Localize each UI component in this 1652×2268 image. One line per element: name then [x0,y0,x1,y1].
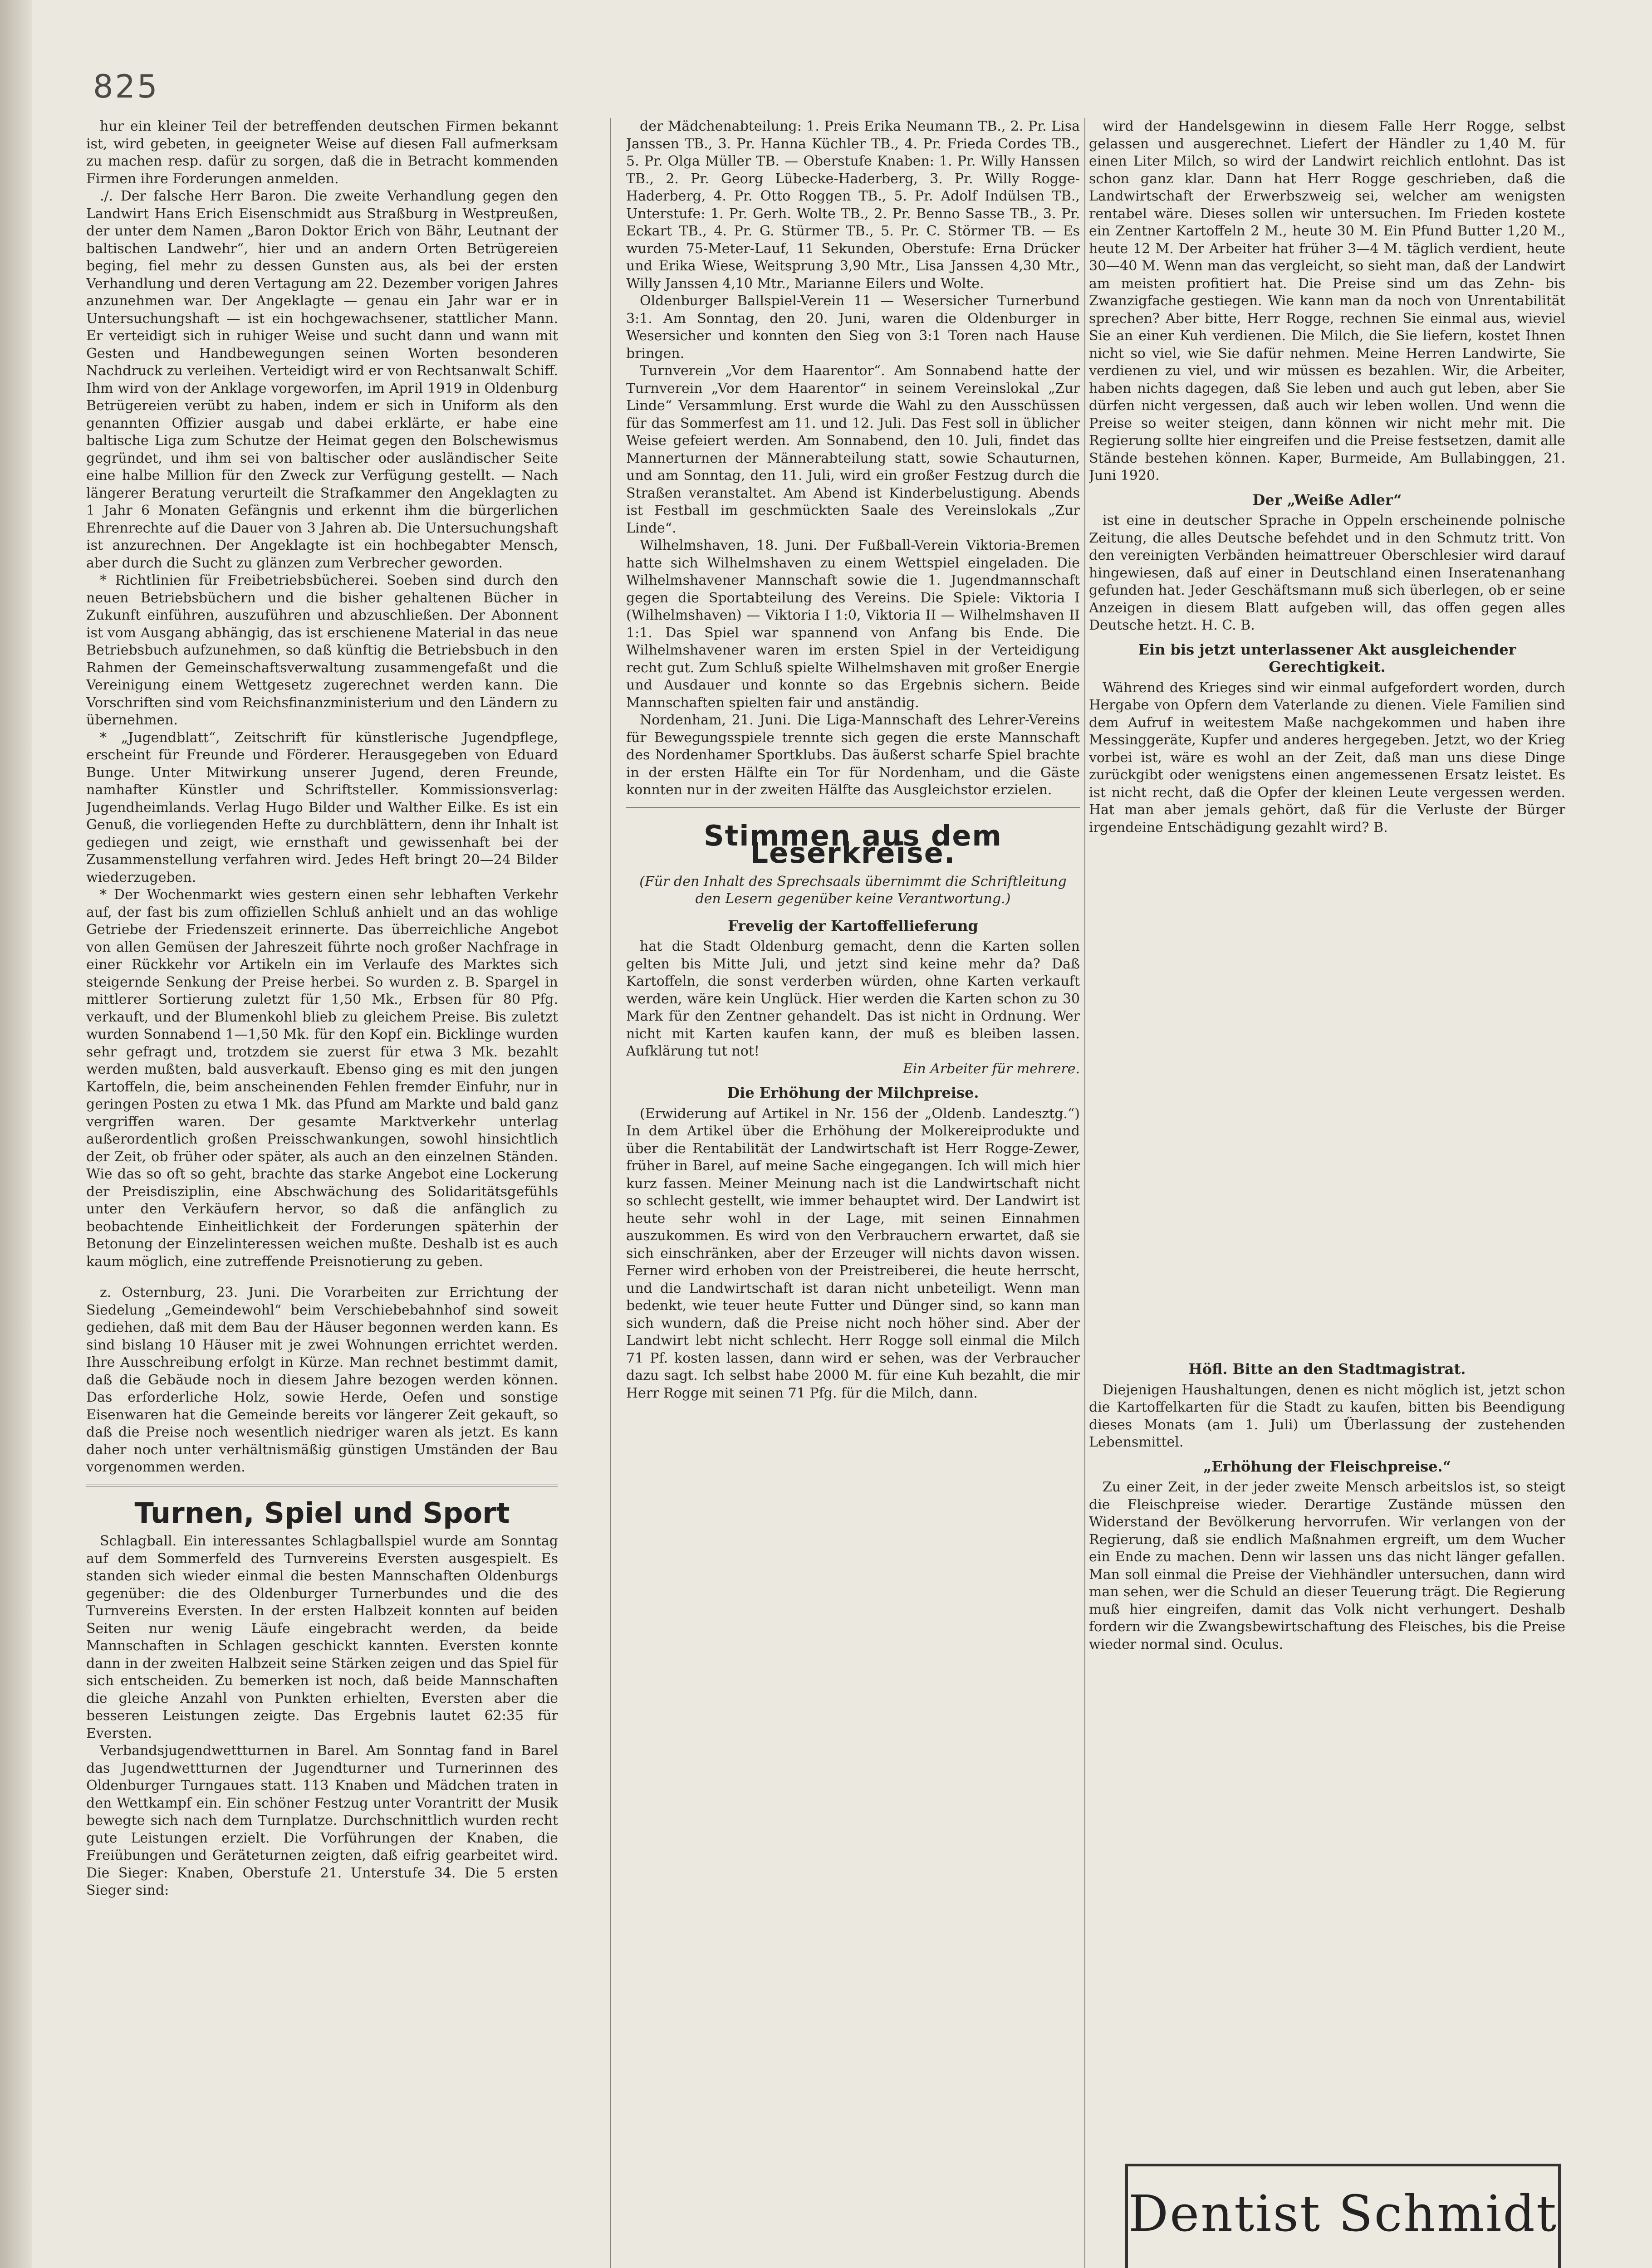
article-paragraph: Oldenburger Ballspiel-Verein 11 — Wesersicher Turnerbund 3:1. Am Sonntag, den 20. Juni, waren die Oldenburger in Wesersicher und konnten den Sieg von 3:1 Toren nach Hause bringen. [626,293,1080,362]
section-heading-sport: Turnen, Spiel und Sport [134,1496,510,1530]
ad-title: Dentist Schmidt [1128,2185,1558,2243]
section-subheading: (Für den Inhalt des Sprechsaals übernimmt die Schriftleitung den Lesern gegenüber keine Verantwortung.) [639,873,1067,907]
letter-title: Frevelig der Kartoffellieferung [728,917,978,934]
column-divider [1084,118,1085,2268]
letter-title: „Erhöhung der Fleischpreise.“ [1203,1457,1451,1475]
page-number: 825 [93,68,159,105]
article-paragraph: z. Osternburg, 23. Juni. Die Vorarbeiten zur Errichtung der Siedelung „Gemeindewohl“ beim Verschiebebahnhof sind soweit gediehen, daß mit dem Bau der Häuser begonnen werden kann. Es sind bislang 10 Häuser mit je zwei Wohnungen errichtet werden. Ihre Ausschreibung erfolgt in Kürze. Man rechnet bestimmt damit, daß die Gebäude noch in diesem Jahre bezogen werden können. Das erforderliche Holz, sowie Herde, Oefen und sonstige Eisenwaren hat die Gemeinde bereits vor längerer Zeit gekauft, so daß die Preise noch wesentlich niedriger waren als jetzt. Es kann daher noch unter verhältnismäßig günstigen Umständen der Bau vorgenommen werden. [86,1285,558,1475]
section-rule [626,807,1080,809]
letter-text: Während des Krieges sind wir einmal aufgefordert worden, durch Hergabe von Opfern dem Vaterlande zu dienen. Viele Familien sind dem Aufruf in weitestem Maße nachgekommen und haben ihre Messinggeräte, Kupfer und anderes hergegeben. Jetzt, wo der Krieg vorbei ist, wäre es wohl an der Zeit, daß man uns diese Dinge zurückgibt oder wenigstens einen angemessenen Ersatz leistet. Es ist nicht recht, daß die Opfer der kleinen Leute vergessen werden. Hat man aber jemals gehört, daß für die Verluste der Bürger irgendeine Entschädigung gezahlt wird? B. [1089,679,1565,836]
column-left [86,118,558,2268]
page-binding-edge [0,0,32,2268]
column-right [1089,118,1565,1388]
dentist-advertisement [1125,2164,1561,2268]
article-paragraph: Schlagball. Ein interessantes Schlagballspiel wurde am Sonntag auf dem Sommerfeld des Turnvereins Eversten ausgespielt. Es standen sich wieder einmal die besten Mannschaften Oldenburgs gegenüber: die des Oldenburger Turnerbundes und die des Turnvereins Eversten. In der ersten Halbzeit konnten auf beiden Seiten nur wenig Läufe eingebracht werden, da beide Mannschaften in Schlagen geschickt kannten. Eversten konnte dann in der zweiten Halbzeit seine Stärken zeigen und das Spiel für sich entscheiden. Zu bemerken ist noch, daß beide Mannschaften die gleiche Anzahl von Punkten erhielten, Eversten aber die besseren Leistungen zeigte. Das Ergebnis lautet 62:35 für Eversten. [86,1533,558,1741]
article-paragraph: der Mädchenabteilung: 1. Preis Erika Neumann TB., 2. Pr. Lisa Janssen TB., 3. Pr. Hanna Küchler TB., 4. Pr. Frieda Cordes TB., 5. Pr. Olga Müller TB. — Oberstufe Knaben: 1. Pr. Willy Hanssen TB., 2. Pr. Georg Lübecke-Haderberg, 3. Pr. Willy Rogge-Haderberg, 4. Pr. Otto Roggen TB., 5. Pr. Adolf Indülsen TB., Unterstufe: 1. Pr. Gerh. Wolte TB., 2. Pr. Benno Sasse TB., 3. Pr. Eckart TB., 4. Pr. G. Stürmer TB., 5. Pr. C. Störmer TB. — Es wurden 75-Meter-Lauf, 11 Sekunden, Oberstufe: Erna Drücker und Erika Wiese, Weitsprung 3,90 Mtr., Lisa Janssen 4,30 Mtr., Willy Janssen 4,10 Mtr., Marianne Eilers und Wolte. [626,118,1080,292]
section-heading-readers: Stimmen aus dem Leserkreise. [703,819,1003,870]
column-middle [626,118,1080,2268]
column-right-lower [1089,1354,1565,2268]
article-paragraph: ./. Der falsche Herr Baron. Die zweite Verhandlung gegen den Landwirt Hans Erich Eisenschmidt aus Straßburg in Westpreußen, der unter dem Namen „Baron Doktor Erich von Bähr, Leutnant der baltischen Landwehr“, hier und an andern Orten Betrügereien beging, fiel mehr zu dessen Gunsten aus, als bei der ersten Verhandlung und deren Vertagung am 22. Dezember vorigen Jahres anzunehmen war. Der Angeklagte — genau ein Jahr war er in Untersuchungshaft — ist ein hochgewachsener, stattlicher Mann. Er verteidigt sich in ruhiger Weise und sucht dann und wann mit Gesten und Handbewegungen seinen Worten besonderen Nachdruck zu verleihen. Verteidigt wird er von Rechtsanwalt Schiff. Ihm wird von der Anklage vorgeworfen, im April 1919 in Oldenburg Betrügereien verübt zu haben, indem er sich in Uniform als den genannten Offizier ausgab und dabei erklärte, er habe eine baltische Liga zum Schutze der Heimat gegen den Bolschewismus gegründet, und ihm sei von baltischer oder ausländischer Seite eine halbe Million für den Zweck zur Verfügung gestellt. — Nach längerer Beratung verurteilt die Strafkammer den Angeklagten zu 1 Jahr 6 Monaten Gefängnis und erkennt ihm die bürgerlichen Ehrenrechte auf die Dauer von 3 Jahren ab. Die Untersuchungshaft ist anzurechnen. Der Angeklagte ist ein hochbegabter Mensch, aber durch die Sucht zu glänzen zum Verbrecher geworden. [86,188,558,571]
letter-title: Die Erhöhung der Milchpreise. [727,1084,979,1101]
article-paragraph: Turnverein „Vor dem Haarentor“. Am Sonnabend hatte der Turnverein „Vor dem Haarentor“ in seinem Vereinslokal „Zur Linde“ Versammlung. Erst wurde die Wahl zu den Ausschüssen für das Sommerfest am 11. und 12. Juli. Das Fest soll in üblicher Weise gefeiert werden. Am Sonnabend, den 10. Juli, findet das Mannerturnen der Männerabteilung statt, sowie Schauturnen, und am Sonntag, den 11. Juli, wird ein großer Festzug durch die Straßen veranstaltet. Am Abend ist Kinderbelustigung. Abends ist Festball im geschmückten Saale des Vereinslokals „Zur Linde“. [626,363,1080,536]
letter-title: Der „Weiße Adler“ [1252,491,1402,508]
article-paragraph: Verbandsjugendwettturnen in Barel. Am Sonntag fand in Barel das Jugendwettturnen der Jugendturner und Turnerinnen des Oldenburger Turngaues statt. 113 Knaben und Mädchen traten in den Wettkampf ein. Ein schöner Festzug unter Vorantritt der Musik bewegte sich nach dem Turnplatze. Durchschnittlich wurden recht gute Leistungen erzielt. Die Vorführungen der Knaben, die Freiübungen und Geräteturnen zeigten, daß eifrig gearbeitet wird. Die Sieger: Knaben, Oberstufe 21. Unterstufe 34. Die 5 ersten Sieger sind: [86,1743,558,1898]
article-paragraph: Wilhelmshaven, 18. Juni. Der Fußball-Verein Viktoria-Bremen hatte sich Wilhelmshaven zu einem Wettspiel eingeladen. Die Wilhelmshavener Mannschaft sowie die 1. Jugendmannschaft gegen die Sportabteilung des Vereins. Die Spiele: Viktoria I (Wilhelmshaven) — Viktoria I 1:0, Viktoria II — Wilhelmshaven II 1:1. Das Spiel war spannend von Anfang bis Ende. Die Wilhelmshavener waren im ersten Spiel in der Verteidigung recht gut. Zum Schluß spielte Wilhelmshaven mit großer Energie und Ausdauer und konnte so das Ergebnis sichern. Beide Mannschaften spielten fair und anständig. [626,538,1080,711]
article-paragraph: hur ein kleiner Teil der betreffenden deutschen Firmen bekannt ist, wird gebeten, in geeigneter Weise auf diesen Fall aufmerksam zu machen resp. dafür zu sorgen, daß die in Betracht kommenden Firmen ihre Forderungen anmelden. [86,118,558,187]
letter-text: hat die Stadt Oldenburg gemacht, denn die Karten sollen gelten bis Mitte Juli, und jetzt sind keine mehr da? Daß Kartoffeln, die sonst verderben würden, ohne Karten verkauft werden, wäre kein Unglück. Hier werden die Karten schon zu 30 Mark für den Zentner gehandelt. Das ist nicht in Ordnung. Wer nicht mit Karten kaufen kann, der muß es bleiben lassen. Aufklärung tut not! [626,938,1080,1059]
article-paragraph: * „Jugendblatt“, Zeitschrift für künstlerische Jugendpflege, erscheint für Freunde und Förderer. Herausgegeben von Eduard Bunge. Unter Mitwirkung unserer Jugend, deren Freunde, namhafter Künstler und Schriftsteller. Kommissionsverlag: Jugendheimlands. Verlag Hugo Bilder und Walther Eilke. Es ist ein Genuß, die vorliegenden Hefte zu durchblättern, denn ihr Inhalt ist gediegen und zeigt, wie ernsthaft und gewissenhaft bei der Zusammenstellung verfahren wird. Jedes Heft bringt 20—24 Bilder wiederzugeben. [86,729,558,885]
article-paragraph: Nordenham, 21. Juni. Die Liga-Mannschaft des Lehrer-Vereins für Bewegungsspiele trennte sich gegen die erste Mannschaft des Nordenhamer Sportklubs. Das äußerst scharfe Spiel brachte in der ersten Hälfte ein Tor für Nordenham, und die Gäste konnten nur in der zweiten Hälfte das Ausgleichstor erzielen. [626,712,1080,798]
letter-title: Ein bis jetzt unterlassener Akt ausgleichender Gerechtigkeit. [1138,640,1516,675]
article-paragraph: * Richtlinien für Freibetriebsbücherei. Soeben sind durch den neuen Betriebsbüchern und die bisher gehaltenen Bücher in Zukunft einführen, auszuführen und abzuschließen. Der Abonnent ist vom Ausgang abhängig, das ist erschienene Material in das neue Betriebsbuch aufzunehmen, so daß künftig die Betriebsbuch in den Rahmen der Gemeinschaftsverwaltung zusammengefaßt und die Vereinigung einem Wettgesetz zugerechnet werden kann. Die Vorschriften sind vom Reichsfinanzministerium und den Ländern zu übernehmen. [86,572,558,728]
letter-text: ist eine in deutscher Sprache in Oppeln erscheinende polnische Zeitung, die alles Deutsche befehdet und in den Schmutz tritt. Von den vereinigten Verbänden heimattreuer Oberschlesier wird darauf hingewiesen, daß auf einer in Deutschland einen Inseratenanhang gefunden hat. Jeder Geschäftsmann muß sich überlegen, ob er seine Anzeigen in diesem Blatt aufgeben will, das offen gegen alles Deutsche hetzt. H. C. B. [1089,513,1565,633]
letter-title: Höfl. Bitte an den Stadtmagistrat. [1188,1360,1466,1378]
article-paragraph: wird der Handelsgewinn in diesem Falle Herr Rogge, selbst gelassen und ausgerechnet. Liefert der Händler zu 1,40 M. für einen Liter Milch, so wird der Landwirt reichlich entlohnt. Das ist schon ganz klar. Dann hat Herr Rogge geschrieben, daß die Landwirtschaft der Erwerbszweig sei, welcher am wenigsten rentabel wäre. Dieses sollen wir untersuchen. Im Frieden kostete ein Zentner Kartoffeln 2 M., heute 30 M. Ein Pfund Butter 1,20 M., heute 12 M. Der Arbeiter hat früher 3—4 M. täglich verdient, heute 30—40 M. Wenn man das vergleicht, so sieht man, daß der Landwirt am meisten profitiert hat. Die Preise sind um das Zehn- bis Zwanzigfache gestiegen. Wie kann man da noch von Unrentabilität sprechen? Aber bitte, Herr Rogge, rechnen Sie einmal aus, wieviel Sie an einer Kuh verdienen. Die Milch, die Sie liefern, kostet Ihnen nicht so viel, wie Sie dafür nehmen. Meine Herren Landwirte, Sie verdienen zu viel, und wir müssen es bezahlen. Wir, die Arbeiter, haben nichts dagegen, daß Sie leben und auch gut leben, aber Sie dürfen nicht vergessen, daß auch wir leben wollen. Und wenn die Preise so weiter steigen, dann können wir nicht mehr mit. Die Regierung sollte hier eingreifen und die Preise festsetzen, damit alle Stände bestehen können. Kaper, Burmeide, Am Bullabinggen, 21. Juni 1920. [1089,118,1565,484]
section-rule [86,1485,558,1486]
letter-text: (Erwiderung auf Artikel in Nr. 156 der „Oldenb. Landesztg.“) In dem Artikel über die Erhöhung der Molkereiprodukte und über die Rentabilität der Landwirtschaft ist Herr Rogge-Zewer, früher in Barel, auf meine Sache eingegangen. Ich will mich hier kurz fassen. Meiner Meinung nach ist die Landwirtschaft nicht so schlecht gestellt, wie immer behauptet wird. Der Landwirt ist heute sehr wohl in der Lage, mit seinen Einnahmen auszukommen. Es wird von den Verbrauchern erwartet, daß sie sich einschränken, aber der Erzeuger will nichts davon wissen. Ferner wird erhoben von der Preistreiberei, die heute herrscht, und die Landwirtschaft ist daran nicht unbeteiligt. Wenn man bedenkt, wie teuer heute Futter und Dünger sind, so kann man sich wundern, daß die Preise nicht noch höher sind. Aber der Landwirt lebt nicht schlecht. Herr Rogge soll einmal die Milch 71 Pf. kosten lassen, dann wird er sehen, was der Verbraucher dazu sagt. Ich selbst habe 2000 M. für eine Kuh bezahlt, die mir Herr Rogge mit seinen 71 Pfg. für die Milch, dann. [626,1105,1080,1401]
column-divider [610,118,611,2268]
article-paragraph: * Der Wochenmarkt wies gestern einen sehr lebhaften Verkehr auf, der fast bis zum offiziellen Schluß anhielt und an das wohlige Getriebe der Friedenszeit erinnerte. Das überreichliche Angebot von allen Gemüsen der Jahreszeit führte noch großer Nachfrage in einer Rückkehr vor Artikeln ein im Verlaufe des Marktes sich steigernde Senkung der Preise herbei. So wurden z. B. Spargel in mittlerer Sortierung zuletzt für 1,50 Mk., Erbsen für 80 Pfg. verkauft, und der Blumenkohl blieb zu gleichem Preise. Bis zuletzt wurden Sonnabend 1—1,50 Mk. für den Kopf ein. Bicklinge wurden sehr gefragt und, trotzdem sie zuerst für etwa 3 Mk. bezahlt werden mußten, bald ausverkauft. Ebenso ging es mit den jungen Kartoffeln, die, beim anscheinenden Fehlen fremder Einfuhr, nur in geringen Posten zu etwa 1 Mk. das Pfund am Markte und bald ganz vergriffen waren. Der gesamte Marktverkehr unterlag außerordentlich großen Preisschwankungen, sowohl hinsichtlich der Zeit, ob früher oder später, als auch an den einzelnen Ständen. Wie das so oft so geht, brachte das starke Angebot eine Lockerung der Preisdisziplin, eine Abschwächung des Solidaritätsgefühls unter den Verkäufern hervor, so daß die anfänglich zu beobachtende Einheitlichkeit der Forderungen späterhin der Betonung der Einzelinteressen weichen mußte. Deshalb ist es auch kaum möglich, eine zutreffende Preisnotierung zu geben. [86,887,558,1270]
letter-text: Zu einer Zeit, in der jeder zweite Mensch arbeitslos ist, so steigt die Fleischpreise wieder. Derartige Zustände müssen den Widerstand der Bevölkerung hervorrufen. Wir verlangen von der Regierung, daß sie endlich Maßnahmen ergreift, um dem Wucher ein Ende zu machen. Denn wir lassen uns das nicht länger gefallen. Man soll einmal die Preise der Viehhändler untersuchen, dann wird man sehen, wer die Schuld an dieser Teuerung trägt. Die Regierung muß hier eingreifen, damit das Volk nicht verhungert. Deshalb fordern wir die Zwangsbewirtschaftung des Fleisches, bis die Preise wieder normal sind. Oculus. [1089,1479,1565,1652]
letter-text: Diejenigen Haushaltungen, denen es nicht möglich ist, jetzt schon die Kartoffelkarten für die Stadt zu kaufen, bitten bis Beendigung dieses Monats (am 1. Juli) um Überlassung der zustehenden Lebensmittel. [1089,1382,1565,1450]
letter-signature: Ein Arbeiter für mehrere. [902,1061,1080,1077]
